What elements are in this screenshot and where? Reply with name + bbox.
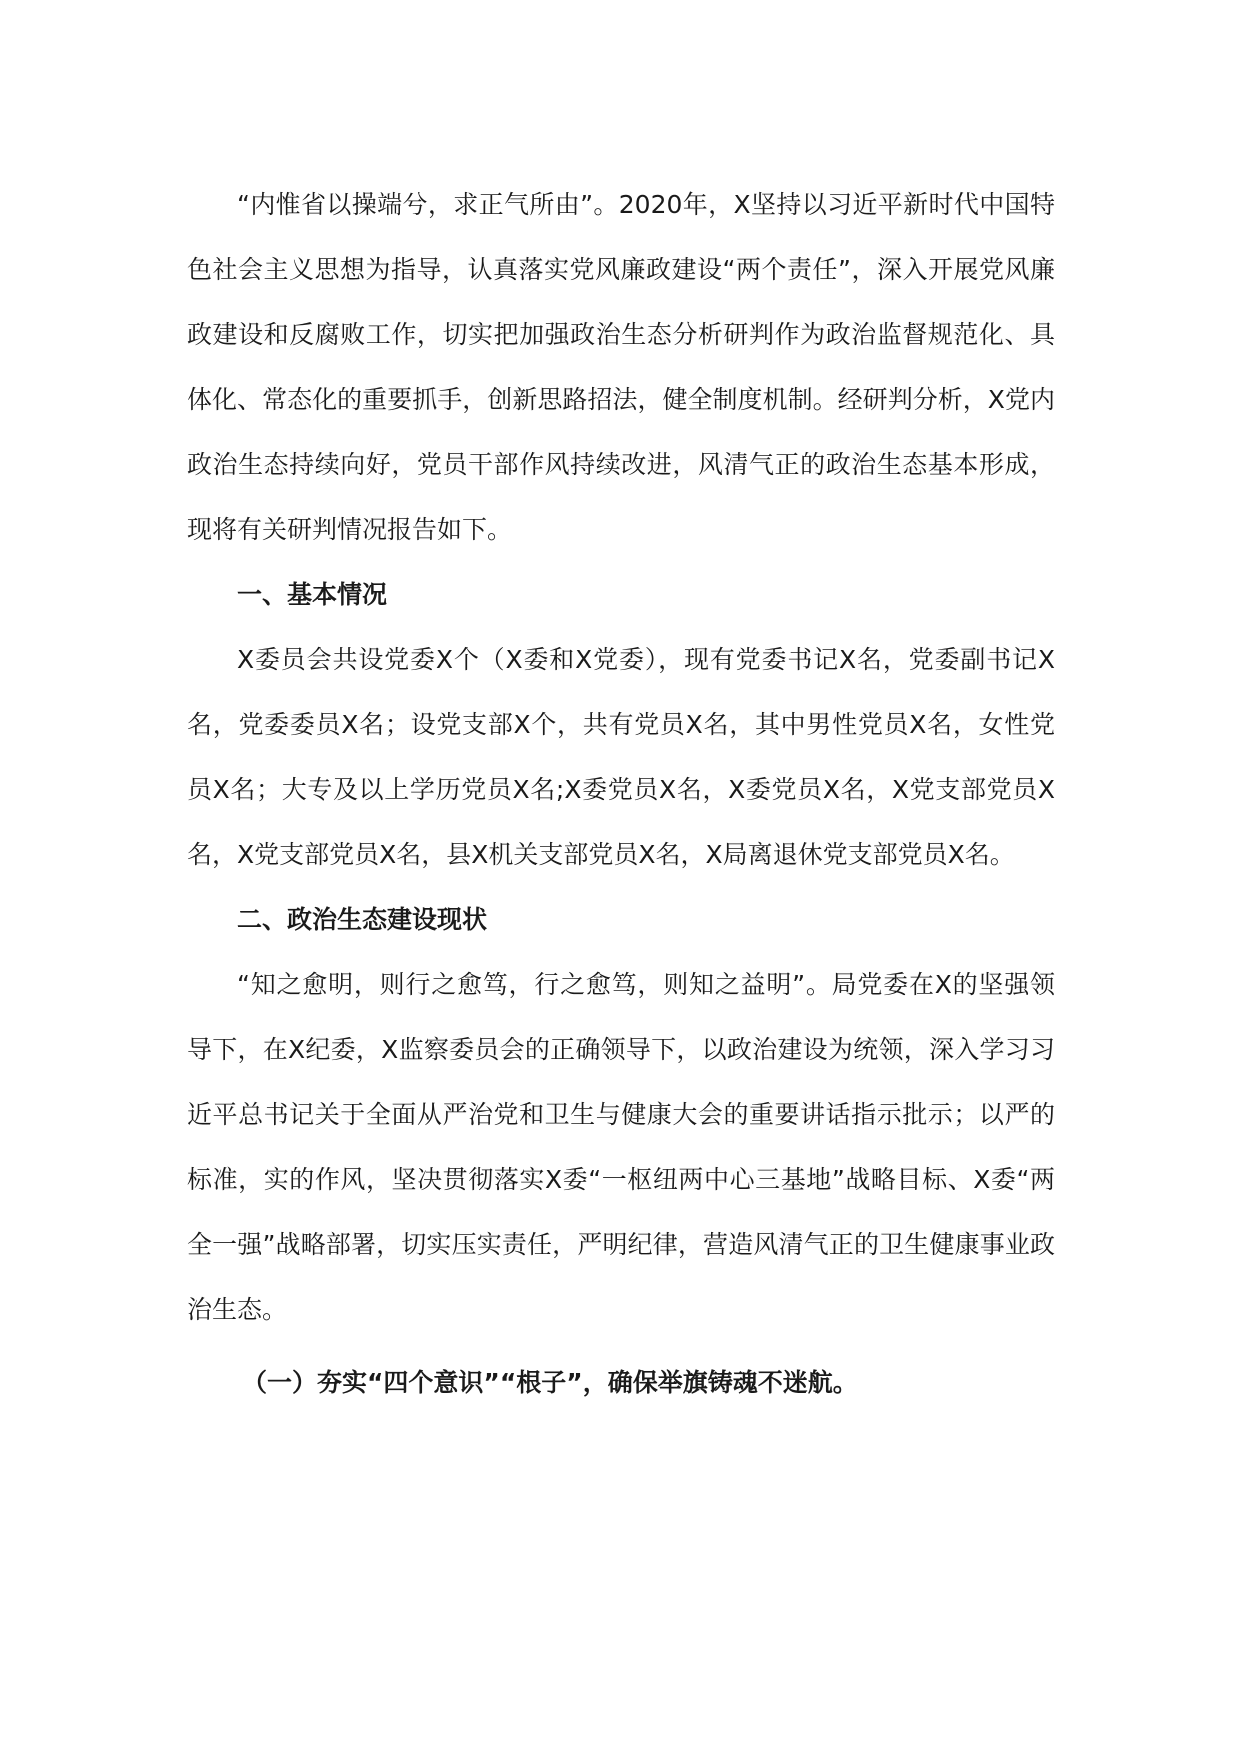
subsection-heading-four-consciousness: （一）夯实“四个意识”“根子”，确保举旗铸魂不迷航。 — [242, 1368, 858, 1397]
section-heading-basic-situation: 一、基本情况 — [237, 580, 388, 609]
intro-paragraph: “内惟省以操端兮，求正气所由”。2020年，X坚持以习近平新时代中国特色社会主义思想为指导，认真落实党风廉政建设“两个责任”，深入开展党风廉政建设和反腐败工作，切实把加强政治生态分析研判作为政治监督规范化、具体化、常态化的重要抓手，创新思路招法，健全制度机制。经研判分析，X党内政治生态持续向好，党员干部作风持续改进，风清气正的政治生态基本形成，现将有关研判情况报告如下。 — [187, 190, 1055, 544]
section-heading-political-ecology: 二、政治生态建设现状 — [237, 905, 488, 934]
political-ecology-paragraph: “知之愈明，则行之愈笃，行之愈笃，则知之益明”。局党委在X的坚强领导下，在X纪委，X监察委员会的正确领导下，以政治建设为统领，深入学习习近平总书记关于全面从严治党和卫生与健康大会的重要讲话指示批示；以严的标准，实的作风，坚决贯彻落实X委“一枢纽两中心三基地”战略目标、X委“两全一强”战略部署，切实压实责任，严明纪律，营造风清气正的卫生健康事业政治生态。 — [187, 970, 1055, 1324]
basic-situation-paragraph: X委员会共设党委X个（X委和X党委），现有党委书记X名，党委副书记X名，党委委员X名；设党支部X个，共有党员X名，其中男性党员X名，女性党员X名；大专及以上学历党员X名;X委党员X名，X委党员X名，X党支部党员X名，X党支部党员X名，县X机关支部党员X名，X局离退休党支部党员X名。 — [187, 645, 1055, 869]
document-body — [187, 172, 1055, 1415]
